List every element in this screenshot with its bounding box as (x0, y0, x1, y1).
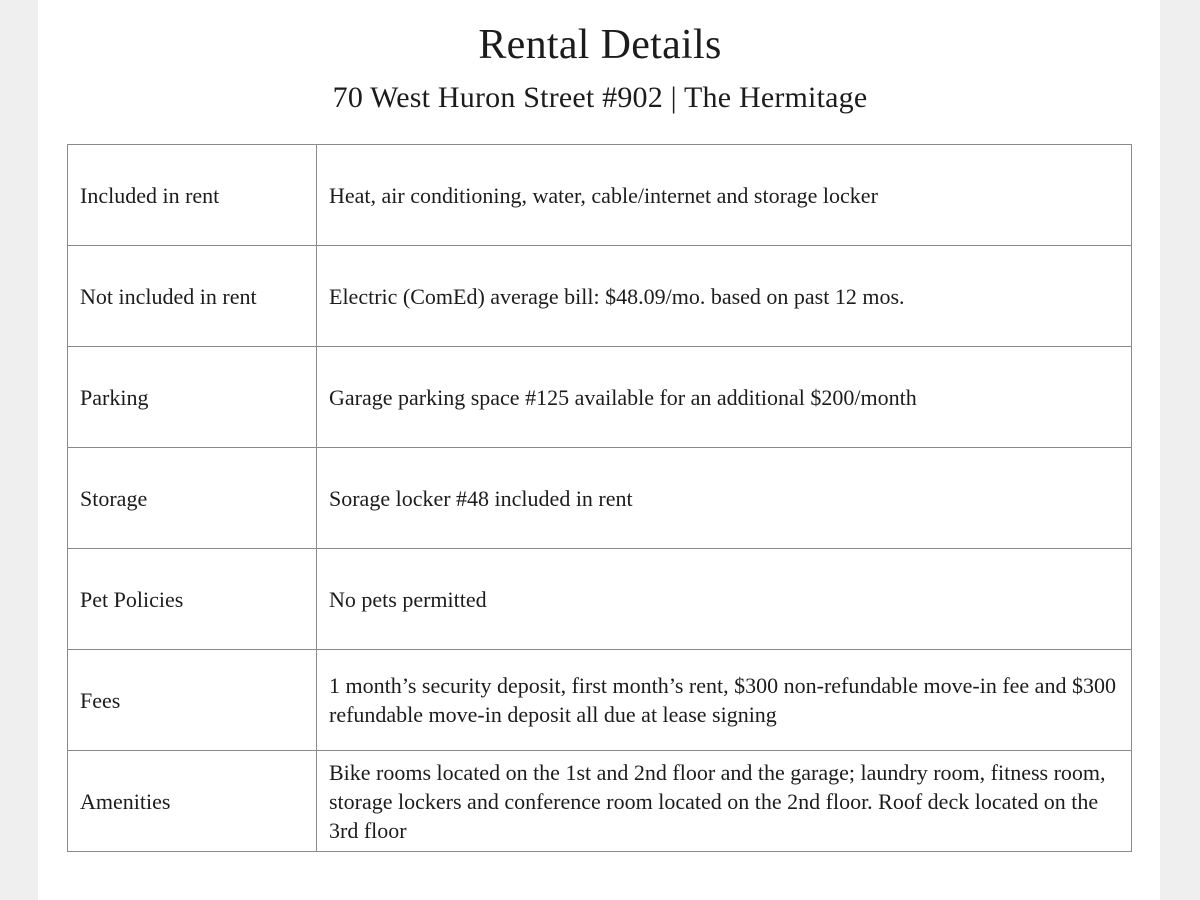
table-row (68, 549, 1132, 650)
row-label: Pet Policies (68, 549, 317, 650)
row-label: Fees (68, 650, 317, 751)
row-label: Parking (68, 347, 317, 448)
table-row (68, 347, 1132, 448)
table-row (68, 246, 1132, 347)
row-value: Sorage locker #48 included in rent (317, 448, 1132, 549)
row-label: Amenities (68, 751, 317, 852)
row-value: Electric (ComEd) average bill: $48.09/mo. based on past 12 mos. (317, 246, 1132, 347)
row-value: No pets permitted (317, 549, 1132, 650)
row-value: 1 month’s security deposit, first month’s rent, $300 non-refundable move-in fee and $300 refundable move-in deposit all due at lease signing (317, 650, 1132, 751)
row-label: Not included in rent (68, 246, 317, 347)
table-row (68, 650, 1132, 751)
rental-details-table (67, 144, 1132, 852)
row-value: Heat, air conditioning, water, cable/internet and storage locker (317, 145, 1132, 246)
row-value: Garage parking space #125 available for an additional $200/month (317, 347, 1132, 448)
table-row (68, 751, 1132, 852)
table-row (68, 448, 1132, 549)
table-row (68, 145, 1132, 246)
row-label: Storage (68, 448, 317, 549)
page-title: Rental Details (478, 22, 722, 68)
row-value: Bike rooms located on the 1st and 2nd floor and the garage; laundry room, fitness room, storage lockers and conference room located on the 2nd floor. Roof deck located on the 3rd floor (317, 751, 1132, 852)
property-address: 70 West Huron Street #902 | The Hermitage (332, 81, 868, 114)
row-label: Included in rent (68, 145, 317, 246)
